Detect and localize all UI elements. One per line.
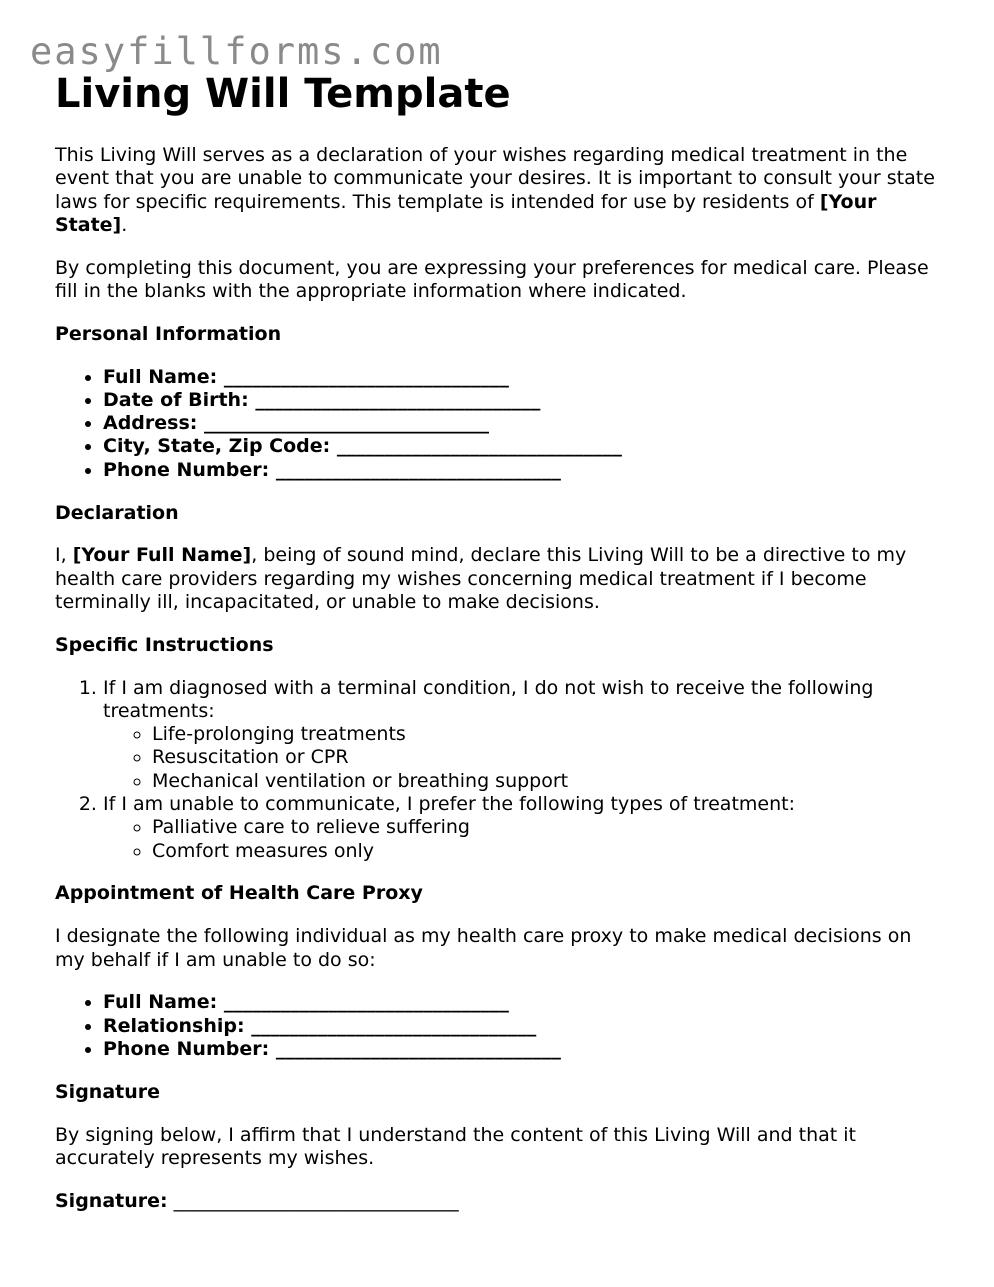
field-blank[interactable]: ______________________________	[223, 991, 509, 1014]
instruction-item	[103, 677, 935, 793]
field-label: Date of Birth:	[103, 388, 249, 411]
field-phone-number	[103, 459, 935, 482]
intro-end: .	[121, 213, 128, 236]
field-blank[interactable]: ______________________________	[336, 435, 622, 458]
field-blank[interactable]: ______________________________	[275, 458, 561, 481]
field-blank[interactable]: ______________________________	[204, 412, 490, 435]
field-blank[interactable]: ______________________________	[223, 365, 509, 388]
instructions-list	[55, 677, 935, 863]
instruction-text: If I am diagnosed with a terminal condition, I do not wish to receive the following treatments:	[103, 676, 874, 722]
instruction-subitem: ◦ Comfort measures only	[152, 840, 935, 863]
instruction-subitem: ◦ Palliative care to relieve suffering	[152, 816, 935, 839]
signature-label: Signature:	[55, 1189, 168, 1212]
watermark: easyfillforms.com	[30, 30, 443, 73]
signature-blank[interactable]: ______________________________	[173, 1189, 459, 1212]
declaration-paragraph	[55, 544, 935, 614]
field-label: City, State, Zip Code:	[103, 435, 331, 458]
document-title: Living Will Template	[55, 71, 511, 117]
field-blank[interactable]: ______________________________	[275, 1037, 561, 1060]
instruction-subitem: ◦ Mechanical ventilation or breathing support	[152, 770, 935, 793]
field-city-state-zip	[103, 435, 935, 458]
field-blank[interactable]: ______________________________	[251, 1014, 537, 1037]
instruction-item	[103, 793, 935, 863]
state-placeholder: [Your State]	[55, 190, 877, 236]
signature-paragraph: By signing below, I affirm that I understand the content of this Living Will and that it accurately represents my wishes.	[55, 1123, 856, 1169]
instruction-sublist	[103, 723, 935, 793]
intro-text: This Living Will serves as a declaration of your wishes regarding medical treatment in the event that you are unable to communicate your desires. It is important to consult your state laws for specific requirements. This template is intended for use by residents of	[55, 144, 935, 213]
declaration-prefix: I,	[55, 544, 73, 567]
field-label: Full Name:	[103, 365, 218, 388]
proxy-list	[55, 991, 935, 1061]
proxy-field-phone-number	[103, 1038, 935, 1061]
signature-line	[55, 1190, 935, 1213]
field-label: Relationship:	[103, 1014, 245, 1037]
personal-info-list	[55, 366, 935, 482]
field-label: Full Name:	[103, 991, 218, 1014]
proxy-heading: Appointment of Health Care Proxy	[55, 882, 423, 905]
field-label: Address:	[103, 412, 198, 435]
declaration-heading: Declaration	[55, 501, 179, 524]
signature-heading: Signature	[55, 1080, 161, 1103]
instructions-paragraph: By completing this document, you are expressing your preferences for medical care. Please fill in the blanks with the appropriate information where indicated.	[55, 256, 929, 302]
field-full-name	[103, 366, 935, 389]
field-blank[interactable]: ______________________________	[255, 388, 541, 411]
field-label: Phone Number:	[103, 1037, 270, 1060]
field-date-of-birth	[103, 389, 935, 412]
specific-instructions-heading: Specific Instructions	[55, 633, 274, 656]
field-label: Phone Number:	[103, 458, 270, 481]
proxy-paragraph: I designate the following individual as my health care proxy to make medical decisions on my behalf if I am unable to do so:	[55, 925, 912, 971]
instruction-subitem: ◦ Resuscitation or CPR	[152, 746, 935, 769]
personal-info-heading: Personal Information	[55, 322, 282, 345]
proxy-field-relationship	[103, 1015, 935, 1038]
name-placeholder: [Your Full Name]	[72, 544, 252, 567]
declaration-text: , being of sound mind, declare this Living Will to be a directive to my health care providers regarding my wishes concerning medical treatment if I become terminally ill, incapacitated, or unable to make decisions.	[55, 544, 907, 613]
intro-paragraph	[55, 144, 935, 237]
document-body	[55, 68, 935, 1232]
proxy-field-full-name	[103, 991, 935, 1014]
instruction-subitem: ◦ Life-prolonging treatments	[152, 723, 935, 746]
instruction-text: If I am unable to communicate, I prefer the following types of treatment:	[103, 793, 795, 816]
field-address	[103, 412, 935, 435]
instruction-sublist	[103, 816, 935, 863]
